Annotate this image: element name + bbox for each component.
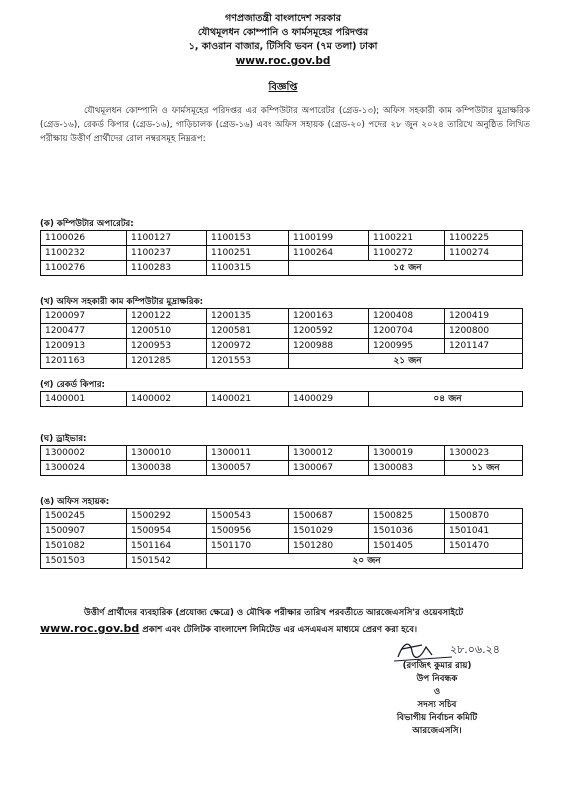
roll-number-cell: 1200592 (289, 324, 369, 339)
roll-number-cell: 1201163 (41, 354, 127, 369)
roll-number-cell: 1100237 (127, 246, 207, 261)
roll-number-cell: 1300067 (289, 461, 369, 476)
roll-number-cell: 1200510 (127, 324, 207, 339)
roll-number-cell: 1300038 (127, 461, 207, 476)
roll-number-cell: 1100221 (369, 231, 445, 246)
roll-number-cell: 1500543 (207, 509, 289, 524)
roll-number-cell: 1501503 (41, 554, 127, 569)
signature-date: ২৮.০৬.২৪ (450, 643, 500, 656)
roll-number-cell: 1200995 (369, 339, 445, 354)
roll-number-cell: 1300012 (289, 446, 369, 461)
section-title: (গ) রেকর্ড কিপার: (40, 380, 105, 390)
table-row (41, 446, 523, 461)
roll-number-cell: 1501029 (289, 524, 369, 539)
roll-number-cell: 1201285 (127, 354, 207, 369)
roll-table (40, 391, 523, 407)
roll-number-cell: 1500907 (41, 524, 127, 539)
table-row (41, 339, 523, 354)
roll-number-cell: 1500956 (207, 524, 289, 539)
roll-number-cell: 1100264 (289, 246, 369, 261)
roll-number-cell: 1200704 (369, 324, 445, 339)
roll-number-cell: 1100127 (127, 231, 207, 246)
roll-number-cell: 1100251 (207, 246, 289, 261)
roll-table (40, 308, 523, 369)
notice-title: বিজ্ঞপ্তি (268, 82, 298, 93)
roll-number-cell: 1200135 (207, 309, 289, 324)
signatory-and: ও (433, 687, 441, 697)
roll-number-cell: 1200419 (445, 309, 523, 324)
roll-number-cell: 1300010 (127, 446, 207, 461)
roll-table (40, 508, 523, 569)
roll-number-cell: 1100199 (289, 231, 369, 246)
roll-number-cell: 1201147 (445, 339, 523, 354)
roll-number-cell: 1400021 (207, 392, 289, 407)
roll-number-cell: 1300019 (369, 446, 445, 461)
roll-number-cell: 1500954 (127, 524, 207, 539)
candidate-count-cell: ১১ জন (445, 461, 523, 476)
section-title: (ঘ) ড্রাইভার: (40, 434, 87, 444)
footer-line-1: উত্তীর্ণ প্রার্থীদের ব্যবহারিক (প্রযোজ্য ক্ষেত্রে) ও মৌখিক পরীক্ষার তারিখ পরবর্তীতে আরজেএসসি'র ওয়েবসাইটে (84, 608, 464, 618)
roll-number-cell: 1100276 (41, 261, 127, 276)
roll-number-cell: 1501405 (369, 539, 445, 554)
table-row (41, 309, 523, 324)
roll-number-cell: 1100225 (445, 231, 523, 246)
roll-number-cell: 1500687 (289, 509, 369, 524)
table-row (41, 354, 523, 369)
signatory-org: আরজেএসসি। (412, 726, 462, 736)
roll-number-cell: 1400002 (127, 392, 207, 407)
signatory-role-2: বিভাগীয় নির্বাচন কমিটি (396, 713, 478, 723)
office-address: ১, কাওরান বাজার, টিসিবি ভবন (৭ম তলা) ঢাকা (188, 41, 378, 52)
roll-number-cell: 1500870 (445, 509, 523, 524)
section-title: (ক) কম্পিউটার অপারেটর: (40, 219, 134, 229)
roll-number-cell: 1200953 (127, 339, 207, 354)
roll-number-cell: 1100283 (127, 261, 207, 276)
roll-number-cell: 1200097 (41, 309, 127, 324)
roll-number-cell: 1300002 (41, 446, 127, 461)
roll-number-cell: 1501041 (445, 524, 523, 539)
roll-number-cell: 1200913 (41, 339, 127, 354)
roll-number-cell: 1300057 (207, 461, 289, 476)
section-title: (ঙ) অফিস সহায়ক: (40, 497, 110, 507)
department-name: যৌথমূলধন কোম্পানি ও ফার্মসমূহের পরিদপ্তর (197, 27, 369, 38)
candidate-count-cell: ১৫ জন (289, 261, 523, 276)
roll-number-cell: 1200122 (127, 309, 207, 324)
roll-number-cell: 1501280 (289, 539, 369, 554)
table-row (41, 539, 523, 554)
roll-number-cell: 1300024 (41, 461, 127, 476)
roll-number-cell: 1300083 (369, 461, 445, 476)
roll-number-cell: 1100026 (41, 231, 127, 246)
signatory-block (352, 660, 522, 738)
roll-number-cell: 1100274 (445, 246, 523, 261)
roll-number-cell: 1200972 (207, 339, 289, 354)
roll-number-cell: 1200800 (445, 324, 523, 339)
signatory-name: (রণজিৎ কুমার রায়) (402, 661, 472, 671)
letterhead (0, 12, 566, 69)
table-row (41, 554, 523, 569)
roll-number-cell: 1500245 (41, 509, 127, 524)
roll-number-cell: 1201553 (207, 354, 289, 369)
table-row (41, 324, 523, 339)
roll-number-cell: 1100315 (207, 261, 289, 276)
government-name: গণপ্রজাতন্ত্রী বাংলাদেশ সরকার (225, 13, 341, 24)
section-title: (খ) অফিস সহকারী কাম কম্পিউটার মুদ্রাক্ষরিক: (40, 297, 204, 307)
table-row (41, 261, 523, 276)
footer-line-2: প্রকাশ এবং টেলিটক বাংলাদেশ লিমিটেড এর এসএমএস মাধ্যমে প্রেরণ করা হবে। (142, 625, 418, 635)
roll-number-cell: 1200581 (207, 324, 289, 339)
roll-number-cell: 1400029 (289, 392, 369, 407)
table-row (41, 231, 523, 246)
roll-table (40, 230, 523, 276)
candidate-count-cell: ২০ জন (207, 554, 523, 569)
header-website-link[interactable]: www.roc.gov.bd (235, 55, 331, 67)
footer-notice (40, 606, 540, 638)
roll-number-cell: 1500825 (369, 509, 445, 524)
roll-number-cell: 1200988 (289, 339, 369, 354)
roll-number-cell: 1501082 (41, 539, 127, 554)
roll-table (40, 445, 523, 476)
roll-number-cell: 1200477 (41, 324, 127, 339)
signatory-designation: উপ নিবন্ধক (416, 674, 458, 684)
roll-number-cell: 1300011 (207, 446, 289, 461)
candidate-count-cell: ২১ জন (289, 354, 523, 369)
candidate-count-cell: ০৪ জন (369, 392, 523, 407)
roll-number-cell: 1501542 (127, 554, 207, 569)
table-row (41, 246, 523, 261)
roll-number-cell: 1501036 (369, 524, 445, 539)
roll-number-cell: 1400001 (41, 392, 127, 407)
roll-number-cell: 1300023 (445, 446, 523, 461)
roll-number-cell: 1200163 (289, 309, 369, 324)
roll-number-cell: 1501164 (127, 539, 207, 554)
roll-number-cell: 1100272 (369, 246, 445, 261)
roll-number-cell: 1501470 (445, 539, 523, 554)
roll-number-cell: 1501170 (207, 539, 289, 554)
table-row (41, 524, 523, 539)
intro-paragraph: যৌথমূলধন কোম্পানি ও ফার্মসমূহের পরিদপ্তর এর কম্পিউটার অপারেটর (গ্রেড-১৩); অফিস সহকারী কাম কম্পিউটার মুদ্রাক্ষরিক (গ্রেড-১৬), রেকর্ড কিপার (গ্রেড-১৬), গাড়িচালক (গ্রেড-১৬) এবং অফিস সহায়ক (গ্রেড-২০) পদের ২৮ জুন ২০২৪ তারিখে অনুষ্ঠিত লিখিত পরীক্ষায় উত্তীর্ণ প্রার্থীদের রোল নম্বরসমূহ নিম্নরূপ: (40, 106, 531, 144)
roll-number-cell: 1100153 (207, 231, 289, 246)
roll-number-cell: 1500292 (127, 509, 207, 524)
signatory-role-1: সদস্য সচিব (417, 700, 457, 710)
roll-number-cell: 1200408 (369, 309, 445, 324)
table-row (41, 461, 523, 476)
table-row (41, 392, 523, 407)
roll-number-cell: 1100232 (41, 246, 127, 261)
footer-website-link[interactable]: www.roc.gov.bd (40, 622, 140, 635)
table-row (41, 509, 523, 524)
